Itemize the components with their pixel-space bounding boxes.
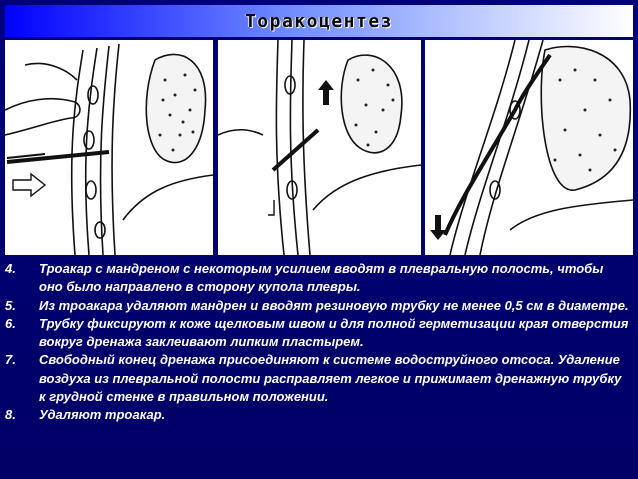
steps-list [5, 260, 633, 425]
illustration-drain-fixation [425, 40, 633, 255]
step-number: 5. [5, 297, 16, 313]
illustration-mandrel-removal [218, 40, 421, 255]
illustration-trocar-insertion [5, 40, 213, 255]
list-item [5, 297, 633, 315]
list-item [5, 260, 633, 297]
step-number: 8. [5, 407, 16, 423]
step-text: Трубку фиксируют к коже щелковым швом и для полной герметизации края отверстия вокруг дренажа заклеивают липким пластырем. [39, 315, 629, 350]
step-number: 4. [5, 261, 16, 276]
step-text: Свободный конец дренажа присоединяют к системе водоструйного отсоса. Удаление воздуха из плевральной полости расправляет легкое и прижимает дренажную трубку к грудной стенке в правильном положении. [39, 352, 622, 405]
list-item [5, 315, 633, 352]
step-text: Из троакара удаляют мандрен и вводят резиновую трубку не менее 0,5 см в диаметре. [39, 297, 629, 313]
mandrel-removal-drawing [218, 40, 421, 255]
list-item [5, 406, 633, 424]
slide-title: Торакоцентез [244, 10, 394, 32]
step-text: Удаляют троакар. [39, 407, 166, 423]
drain-fixation-drawing [425, 40, 633, 255]
step-number: 6. [5, 315, 16, 331]
trocar-insertion-drawing [5, 40, 213, 255]
step-number: 7. [5, 352, 16, 368]
title-bar [5, 5, 633, 37]
list-item [5, 351, 633, 406]
step-text: Троакар с мандреном с некоторым усилием вводят в плевральную полость, чтобы оно было направлено в сторону купола плевры. [39, 261, 604, 295]
